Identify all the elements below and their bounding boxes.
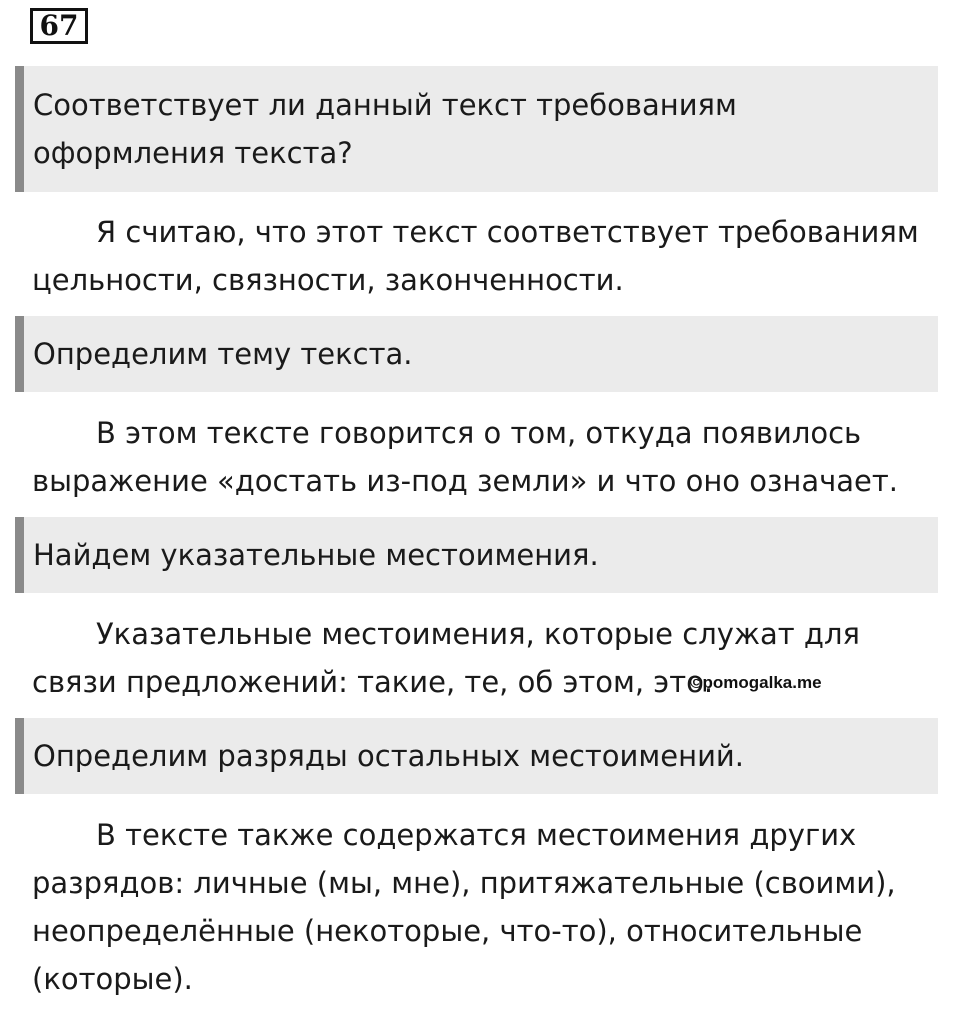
question-block-4: Определим разряды остальных местоимений. — [15, 718, 938, 794]
answer-block-3: Указательные местоимения, которые служат для связи предложений: такие, те, об этом, это. — [32, 617, 860, 699]
question-block-3: Найдем указательные местоимения. — [15, 517, 938, 593]
watermark: ©pomogalka.me — [690, 673, 822, 692]
task-number-badge: 67 — [30, 8, 88, 44]
answer-block-4: В тексте также содержатся местоимения других разрядов: личные (мы, мне), притяжательные (своими), неопределённые (некоторые, что-то), относительные (которые). — [32, 818, 896, 996]
answer-block-1: Я считаю, что этот текст соответствует требованиям цельности, связности, законченности. — [32, 215, 919, 297]
question-block-1: Соответствует ли данный текст требованиям оформления текста? — [15, 66, 938, 192]
question-block-2: Определим тему текста. — [15, 316, 938, 392]
answer-block-2: В этом тексте говорится о том, откуда появилось выражение «достать из-под земли» и что оно означает. — [32, 416, 899, 498]
